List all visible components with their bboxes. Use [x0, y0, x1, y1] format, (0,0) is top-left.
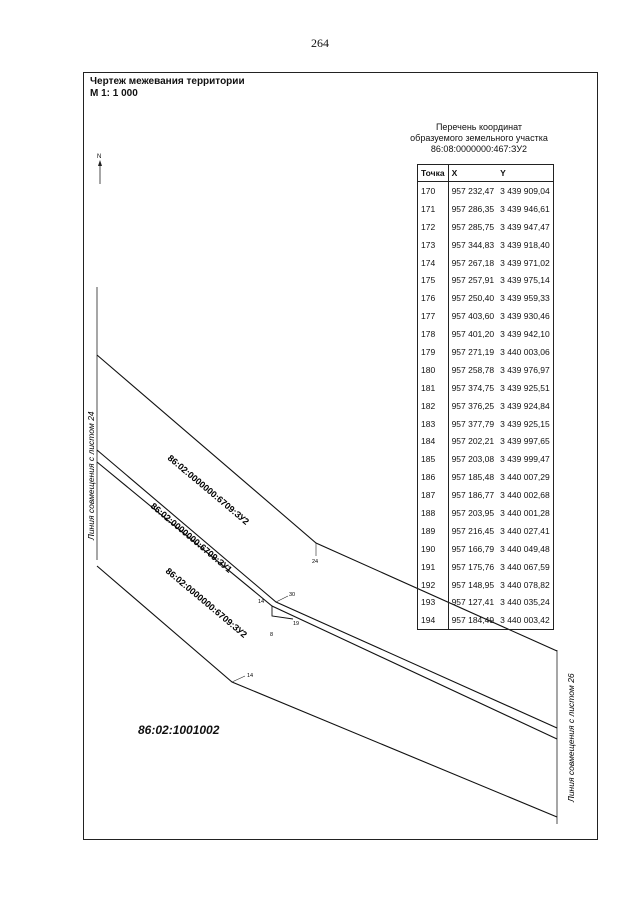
y-cell: 3 440 035,24	[500, 597, 550, 608]
point-label: 24	[312, 559, 319, 565]
point-cell: 172	[418, 218, 449, 236]
point-cell: 185	[418, 450, 449, 468]
point-cell: 184	[418, 432, 449, 450]
table-row	[418, 397, 554, 415]
x-cell: 957 285,75	[451, 221, 495, 232]
north-arrow-icon	[97, 154, 102, 184]
y-cell: 3 439 975,14	[500, 275, 550, 286]
point-cell: 183	[418, 415, 449, 433]
table-row	[418, 271, 554, 289]
north-label: N	[97, 154, 102, 160]
left-join-label: Линия совмещения с листом 24	[86, 411, 96, 540]
point-cell: 188	[418, 504, 449, 522]
x-cell: 957 216,45	[451, 525, 495, 536]
parcel-label: 86:02:0000000:6709:ЗУ2	[165, 452, 252, 527]
point-cell: 176	[418, 289, 449, 307]
point-cell: 175	[418, 271, 449, 289]
x-cell: 957 232,47	[451, 185, 495, 196]
point-cell: 194	[418, 611, 449, 629]
y-cell: 3 440 027,41	[500, 525, 550, 536]
point-label: 30	[289, 592, 296, 598]
x-cell: 957 175,76	[451, 561, 495, 572]
y-cell: 3 439 924,84	[500, 400, 550, 411]
x-cell: 957 186,77	[451, 490, 495, 501]
table-row	[418, 200, 554, 218]
point-cell: 181	[418, 379, 449, 397]
point-cell: 191	[418, 558, 449, 576]
table-row	[418, 558, 554, 576]
point-cell: 189	[418, 522, 449, 540]
parcel-label: 86:02:0000000:6709:ЗУ2	[163, 565, 250, 640]
table-row	[418, 576, 554, 594]
caption-line: образуемого земельного участка	[410, 133, 548, 143]
y-cell: 3 440 002,68	[500, 490, 550, 501]
table-row	[418, 289, 554, 307]
x-cell: 957 166,79	[451, 543, 495, 554]
y-cell: 3 440 049,48	[500, 543, 550, 554]
y-cell: 3 440 001,28	[500, 507, 550, 518]
right-join-label: Линия совмещения с листом 26	[566, 673, 576, 802]
y-cell: 3 440 078,82	[500, 579, 550, 590]
caption-line: Перечень координат	[435, 122, 523, 132]
point-cell: 173	[418, 236, 449, 254]
y-cell: 3 440 003,06	[500, 346, 550, 357]
x-cell: 957 377,79	[451, 418, 495, 429]
point-cell: 178	[418, 325, 449, 343]
x-cell: 957 202,21	[451, 436, 495, 447]
y-cell: 3 440 007,29	[500, 472, 550, 483]
table-row	[418, 361, 554, 379]
x-cell: 957 401,20	[451, 329, 495, 340]
y-cell: 3 439 909,04	[500, 185, 550, 196]
table-row	[418, 450, 554, 468]
point-label: 14	[247, 673, 254, 679]
y-cell: 3 440 003,42	[500, 615, 550, 626]
table-row	[418, 379, 554, 397]
caption-line: 86:08:0000000:467:ЗУ2	[430, 144, 528, 154]
x-cell: 957 127,41	[451, 597, 495, 608]
point-cell: 192	[418, 576, 449, 594]
y-cell: 3 439 946,61	[500, 203, 550, 214]
table-body	[418, 182, 554, 630]
column-header: Y	[497, 165, 553, 182]
y-cell: 3 439 997,65	[500, 436, 550, 447]
table-row	[418, 432, 554, 450]
x-cell: 957 286,35	[451, 203, 495, 214]
y-cell: 3 439 925,15	[500, 418, 550, 429]
column-header: Точка	[418, 165, 449, 182]
point-label: 14	[258, 599, 265, 605]
x-cell: 957 203,95	[451, 507, 495, 518]
table-row	[418, 593, 554, 611]
x-cell: 957 267,18	[451, 257, 495, 268]
table-header-row	[418, 165, 554, 182]
y-cell: 3 439 971,02	[500, 257, 550, 268]
x-cell: 957 271,19	[451, 346, 495, 357]
point-cell: 174	[418, 254, 449, 272]
coordinates-table	[417, 164, 554, 630]
table-row	[418, 325, 554, 343]
table-row	[418, 236, 554, 254]
point-cell: 177	[418, 307, 449, 325]
table-row	[418, 218, 554, 236]
y-cell: 3 439 925,51	[500, 382, 550, 393]
y-cell: 3 439 930,46	[500, 311, 550, 322]
table-row	[418, 611, 554, 629]
table-row	[418, 540, 554, 558]
x-cell: 957 374,75	[451, 382, 495, 393]
x-cell: 957 250,40	[451, 293, 495, 304]
y-cell: 3 439 947,47	[500, 221, 550, 232]
table-row	[418, 504, 554, 522]
point-cell: 186	[418, 468, 449, 486]
cadastral-block-label: 86:02:1001002	[138, 723, 220, 737]
y-cell: 3 439 976,97	[500, 364, 550, 375]
x-cell: 957 258,78	[451, 364, 495, 375]
table-row	[418, 343, 554, 361]
point-cell: 179	[418, 343, 449, 361]
point-cell: 170	[418, 182, 449, 200]
x-cell: 957 184,49	[451, 615, 495, 626]
point-cell: 180	[418, 361, 449, 379]
parcel-label: 86:02:0000000:6709:ЗУ1	[148, 500, 235, 575]
x-cell: 957 203,08	[451, 454, 495, 465]
coordinates-caption	[404, 122, 554, 155]
y-cell: 3 439 999,47	[500, 454, 550, 465]
table-row	[418, 468, 554, 486]
x-cell: 957 185,48	[451, 472, 495, 483]
point-cell: 187	[418, 486, 449, 504]
point-cell: 182	[418, 397, 449, 415]
point-cell: 193	[418, 593, 449, 611]
x-cell: 957 403,60	[451, 311, 495, 322]
y-cell: 3 439 942,10	[500, 329, 550, 340]
table-row	[418, 307, 554, 325]
point-cell: 171	[418, 200, 449, 218]
x-cell: 957 344,83	[451, 239, 495, 250]
table-row	[418, 415, 554, 433]
page-number: 264	[311, 36, 329, 50]
y-cell: 3 439 918,40	[500, 239, 550, 250]
drawing-scale: М 1: 1 000	[90, 88, 138, 99]
column-header: X	[448, 165, 497, 182]
x-cell: 957 257,91	[451, 275, 495, 286]
table-row	[418, 486, 554, 504]
y-cell: 3 440 067,59	[500, 561, 550, 572]
point-label: 19	[293, 621, 300, 627]
table-row	[418, 254, 554, 272]
point-cell: 190	[418, 540, 449, 558]
drawing-title: Чертеж межевания территории	[90, 76, 245, 87]
table-row	[418, 522, 554, 540]
y-cell: 3 439 959,33	[500, 293, 550, 304]
table-row	[418, 182, 554, 200]
x-cell: 957 376,25	[451, 400, 495, 411]
point-label: 8	[270, 632, 274, 638]
x-cell: 957 148,95	[451, 579, 495, 590]
